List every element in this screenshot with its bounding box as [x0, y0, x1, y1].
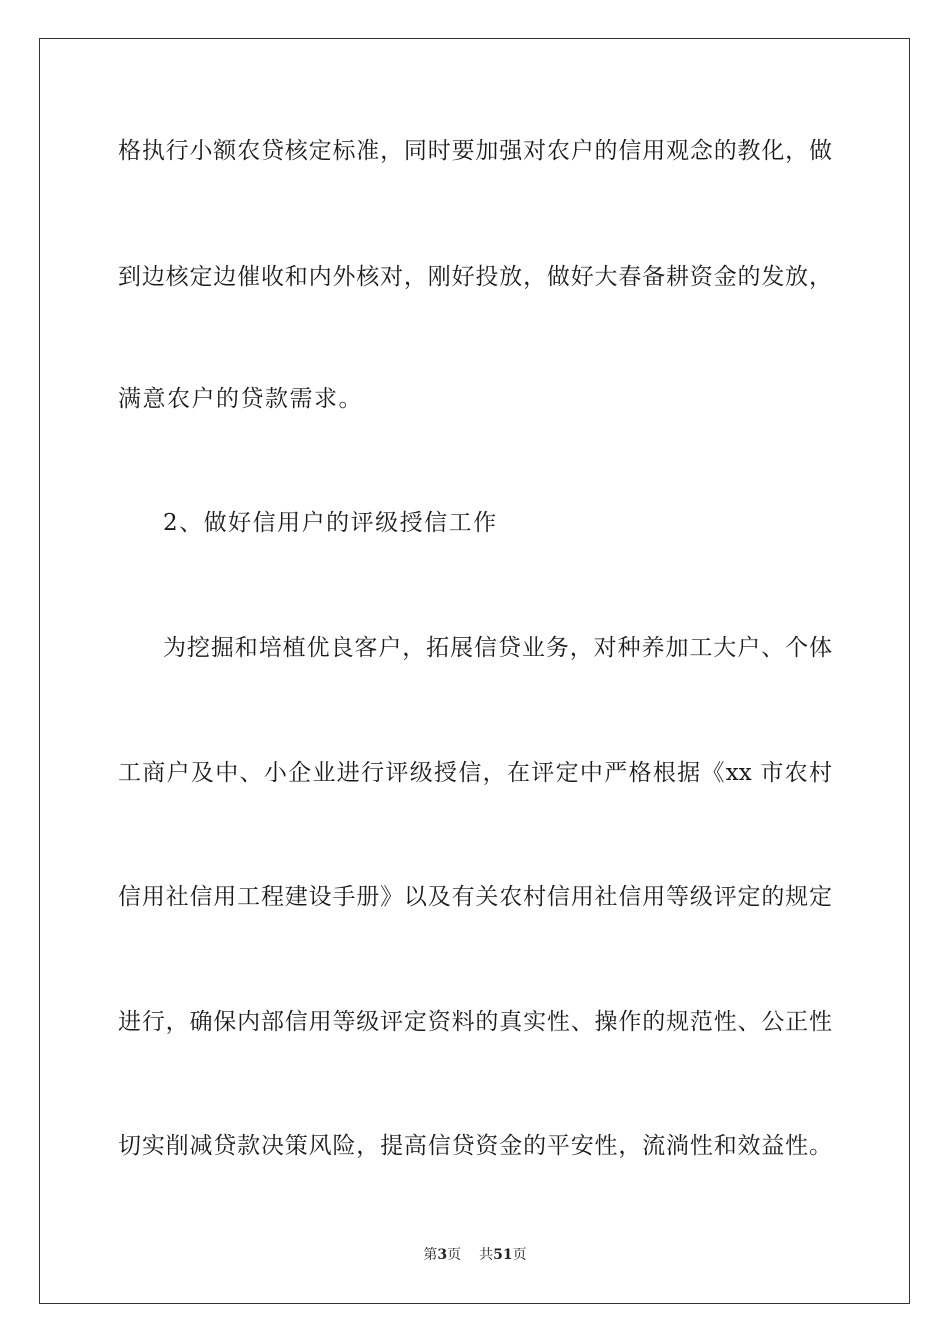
page-suffix: 页 [447, 1247, 462, 1263]
body-text-line-3: 满意农户的贷款需求。 [118, 386, 363, 412]
body-text-line-2: 到边核定边催收和内外核对，刚好投放，做好大春备耕资金的发放， [118, 264, 832, 290]
body-text-line-9: 切实削减贷款决策风险，提高信贷资金的平安性，流淌性和效益性。 [118, 1133, 832, 1159]
total-prefix: 共 [479, 1247, 494, 1263]
body-text-line-8: 进行，确保内部信用等级评定资料的真实性、操作的规范性、公正性 [118, 1009, 832, 1035]
body-text-line-1: 格执行小额农贷核定标准，同时要加强对农户的信用观念的教化，做 [118, 138, 832, 164]
page-prefix: 第 [423, 1247, 438, 1263]
page-footer [0, 1245, 950, 1265]
page-border [39, 38, 910, 1304]
section-heading: 2、做好信用户的评级授信工作 [163, 510, 498, 536]
body-text-line-7: 信用社信用工程建设手册》以及有关农村信用社信用等级评定的规定 [118, 884, 832, 910]
total-suffix: 页 [512, 1247, 527, 1263]
total-pages: 51 [493, 1247, 513, 1263]
body-text-line-6: 工商户及中、小企业进行评级授信，在评定中严格根据《xx 市农村 [118, 760, 832, 786]
page-number: 3 [437, 1247, 448, 1263]
body-text-line-5: 为挖掘和培植优良客户，拓展信贷业务，对种养加工大户、个体 [163, 635, 832, 661]
